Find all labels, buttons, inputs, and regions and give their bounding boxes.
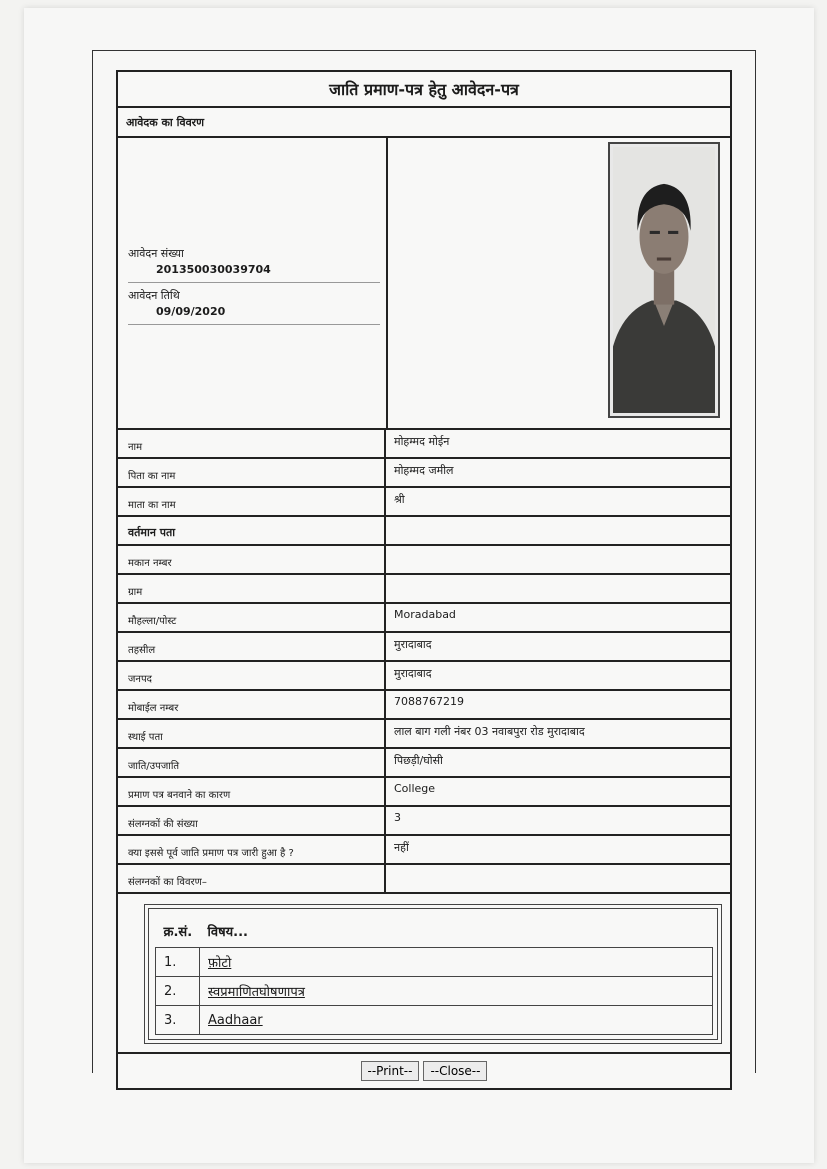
field-label: संलग्नकों का विवरण– [118,865,386,892]
field-row-attachment-count [118,807,730,836]
close-button[interactable]: --Close-- [423,1061,487,1081]
application-number-label: आवेदन संख्या [128,247,184,260]
field-label: मौहल्ला/पोस्ट [118,604,386,631]
field-value [386,517,730,544]
field-label: तहसील [118,633,386,660]
field-row-current-address [118,517,730,546]
field-row-name [118,430,730,459]
attachments-section [118,894,730,1054]
applicant-header-block [118,138,730,430]
field-label: प्रमाण पत्र बनवाने का कारण [118,778,386,805]
field-label: जाति/उपजाति [118,749,386,776]
field-row-mobile [118,691,730,720]
application-meta [118,138,388,428]
application-form [116,70,732,1090]
attachments-box [144,904,722,1044]
divider [128,282,380,283]
field-label: पिता का नाम [118,459,386,486]
field-row-house-number [118,546,730,575]
attachment-cell [200,977,713,1006]
field-value: मुरादाबाद [394,667,432,680]
attachment-link-aadhaar[interactable]: Aadhaar [208,1012,263,1028]
field-value [386,546,730,573]
serial-number: 1. [156,948,200,977]
field-label: मोबाईल नम्बर [118,691,386,718]
field-row-permanent-address [118,720,730,749]
attachment-cell [200,1006,713,1035]
table-row [156,977,713,1006]
divider [128,324,380,325]
table-row [156,948,713,977]
table-header-row [156,915,713,948]
field-label: नाम [118,430,386,457]
print-button[interactable]: --Print-- [361,1061,420,1081]
applicant-photo [608,142,720,418]
person-photo-icon [613,147,715,413]
field-label: ग्राम [118,575,386,602]
field-value: नहीं [394,841,409,854]
field-label: संलग्नकों की संख्या [118,807,386,834]
field-row-locality [118,604,730,633]
attachment-link-photo[interactable]: फ़ोटो [208,956,232,971]
field-value: मुरादाबाद [394,638,432,651]
attachments-table [155,915,713,1035]
field-value: College [394,782,436,795]
field-label: क्या इससे पूर्व जाति प्रमाण पत्र जारी हुआ है ? [118,836,386,863]
column-header-serial: क्र.सं. [163,925,193,940]
field-row-tehsil [118,633,730,662]
applicant-fields [118,430,730,894]
field-value [386,865,730,892]
field-row-attachment-details [118,865,730,894]
field-value: मोहम्मद जमील [394,464,454,477]
column-header-subject: विषय... [207,925,248,940]
application-date: 09/09/2020 [156,305,226,318]
field-row-reason [118,778,730,807]
action-buttons [118,1054,730,1088]
field-value: लाल बाग गली नंबर 03 नवाबपुरा रोड मुरादाबाद [394,725,585,738]
form-title: जाति प्रमाण-पत्र हेतु आवेदन-पत्र [118,72,730,108]
field-row-mother-name [118,488,730,517]
field-value: 7088767219 [394,695,464,708]
field-value [386,575,730,602]
field-label: जनपद [118,662,386,689]
photo-cell [388,138,730,428]
field-value: मोहम्मद मोईन [394,435,450,448]
attachment-link-declaration[interactable]: स्वप्रमाणितघोषणापत्र [208,985,305,1000]
field-label: स्थाई पता [118,720,386,747]
field-value: Moradabad [394,608,456,621]
serial-number: 3. [156,1006,200,1035]
attachment-cell [200,948,713,977]
application-number: 201350030039704 [156,263,271,276]
field-label: माता का नाम [118,488,386,515]
section-applicant-details: आवेदक का विवरण [118,108,730,138]
field-row-father-name [118,459,730,488]
table-row [156,1006,713,1035]
field-label: मकान नम्बर [118,546,386,573]
field-label: वर्तमान पता [118,517,386,544]
application-number-block [128,246,380,283]
attachments-inner [148,908,718,1040]
application-date-block [128,288,380,325]
field-value: श्री [394,493,405,506]
field-row-village [118,575,730,604]
field-row-caste [118,749,730,778]
serial-number: 2. [156,977,200,1006]
field-value: पिछड़ी/घोसी [394,754,443,767]
application-date-label: आवेदन तिथि [128,289,180,302]
field-row-district [118,662,730,691]
field-value: 3 [394,811,401,824]
field-row-previous-certificate [118,836,730,865]
